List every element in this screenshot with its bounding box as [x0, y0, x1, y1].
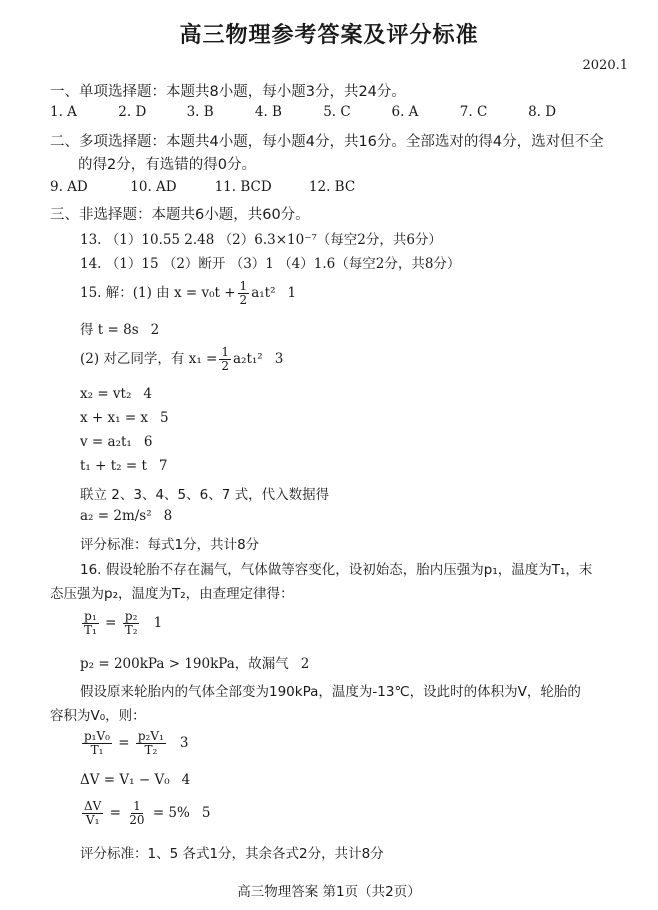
eq-mark: 3	[179, 735, 189, 751]
q16-eq1: $\frac{\text{p₁}}{\text{T₁}}$ = $\frac{\text{p₂}}{\text{T₂}}$ 1	[84, 609, 163, 637]
section2-heading-line1: 二、多项选择题：本题共4小题，每小题4分，共16分。全部选对的得4分，选对但不全	[50, 134, 604, 150]
eq-mark: 2	[150, 322, 160, 338]
q13-answer: 13. （1）10.55 2.48 （2）6.3×10⁻⁷（每空2分，共6分）	[80, 232, 442, 248]
fraction: $\frac{\text{p₂}}{\text{T₂}}$	[124, 609, 138, 637]
page-title: 高三物理参考答案及评分标准	[179, 22, 479, 48]
eq-mark: 6	[143, 434, 153, 450]
q16-para2-line2: 容积为V₀，则：	[50, 708, 146, 724]
section3-heading: 三、非选择题：本题共6小题，共60分。	[50, 207, 310, 223]
answer-12: 12. BC	[308, 179, 356, 195]
answer-1: 1. A	[50, 104, 77, 120]
fraction: $\frac{1}{2}$	[221, 345, 229, 373]
q15-eq1	[80, 280, 296, 307]
eq-mark: 5	[160, 410, 169, 426]
q15-eq2: 得 t = 8s 2	[80, 322, 160, 338]
eq-mark: 5	[201, 805, 211, 821]
eq-mark: 3	[274, 351, 284, 367]
fraction: $\frac{\text{p₂V₁}}{\text{T₂}}$	[137, 729, 164, 757]
answer-11: 11. BCD	[214, 179, 272, 195]
fraction: $\frac{1}{20}$	[129, 799, 145, 827]
q15-eq4: x₂ = vt₂ 4	[80, 386, 152, 402]
q15-eq7: t₁ + t₂ = t 7	[80, 458, 168, 474]
q15-scoring: 评分标准：每式1分，共计8分	[80, 537, 260, 553]
q15-eq1-rhs: a₁t²	[251, 285, 276, 301]
q16-para1-line1: 16. 假设轮胎不存在漏气，气体做等容变化，设初始态，胎内压强为p₁，温度为T₁，末	[80, 562, 593, 578]
answer-5: 5. C	[323, 104, 351, 120]
fraction: $\frac{1}{2}$	[239, 279, 248, 307]
answer-9: 9. AD	[50, 179, 88, 195]
section2-answers	[50, 179, 379, 195]
q16-eq3: $\frac{\text{p₁V₀}}{\text{T₁}}$ = $\frac{\text{p₂V₁}}{\text{T₂}}$ 3	[84, 729, 189, 757]
q15-result: a₂ = 2m/s² 8	[80, 508, 173, 524]
eq-mark: 1	[287, 285, 297, 301]
q15-combine: 联立 2、3、4、5、6、7 式，代入数据得	[80, 487, 330, 503]
page-footer: 高三物理答案 第1页（共2页）	[237, 884, 421, 900]
answer-10: 10. AD	[130, 179, 177, 195]
eq-mark: 4	[181, 772, 191, 788]
eq-mark: 7	[158, 458, 168, 474]
q14-answer: 14. （1）15 （2）断开 （3）1 （4）1.6（每空2分，共8分）	[80, 256, 461, 272]
answer-7: 7. C	[459, 104, 488, 120]
q16-scoring: 评分标准：1、5 各式1分，其余各式2分，共计8分	[80, 846, 384, 862]
answer-4: 4. B	[254, 104, 282, 120]
eq-mark: 8	[163, 508, 173, 524]
exam-date: 2020.1	[582, 58, 628, 73]
q15-eq5: x + x₁ = x 5	[80, 410, 169, 426]
answer-2: 2. D	[118, 104, 147, 120]
q16-eq4: ΔV = V₁ − V₀ 4	[80, 772, 191, 788]
fraction: $\frac{\text{p₁}}{\text{T₁}}$	[84, 609, 97, 637]
q15-eq3: (2) 对乙同学，有 x₁ = $\frac{1}{2}$ a₂t₁² 3	[80, 345, 284, 373]
eq-mark: 2	[300, 656, 310, 672]
section1-answers	[50, 104, 588, 120]
q16-para2-line1: 假设原来轮胎内的气体全部变为190kPa，温度为-13℃，设此时的体积为V，轮胎的	[80, 684, 581, 700]
section1-heading: 一、单项选择题：本题共8小题，每小题3分，共24分。	[50, 84, 406, 100]
fraction: $\frac{\Delta V}{\text{V₁}}$	[84, 799, 102, 827]
eq-mark: 4	[143, 386, 152, 402]
answer-6: 6. A	[391, 104, 419, 120]
q15-eq6: v = a₂t₁ 6	[80, 434, 153, 450]
q15-eq1-lhs: 15. 解：(1) 由 x = v₀t +	[80, 285, 236, 301]
q16-para1-line2: 态压强为p₂，温度为T₂，由查理定律得：	[50, 586, 294, 602]
eq-mark: 1	[153, 615, 163, 631]
q16-eq5: $\frac{\Delta V}{\text{V₁}}$ = $\frac{1}{20}$ = 5% 5	[84, 799, 211, 827]
section2-heading-line2: 的得2分，有选错的得0分。	[78, 157, 256, 173]
answer-3: 3. B	[186, 104, 214, 120]
answer-8: 8. D	[528, 104, 557, 120]
fraction: $\frac{\text{p₁V₀}}{\text{T₁}}$	[84, 729, 110, 757]
q16-eq2: p₂ = 200kPa > 190kPa，故漏气 2	[80, 656, 310, 672]
